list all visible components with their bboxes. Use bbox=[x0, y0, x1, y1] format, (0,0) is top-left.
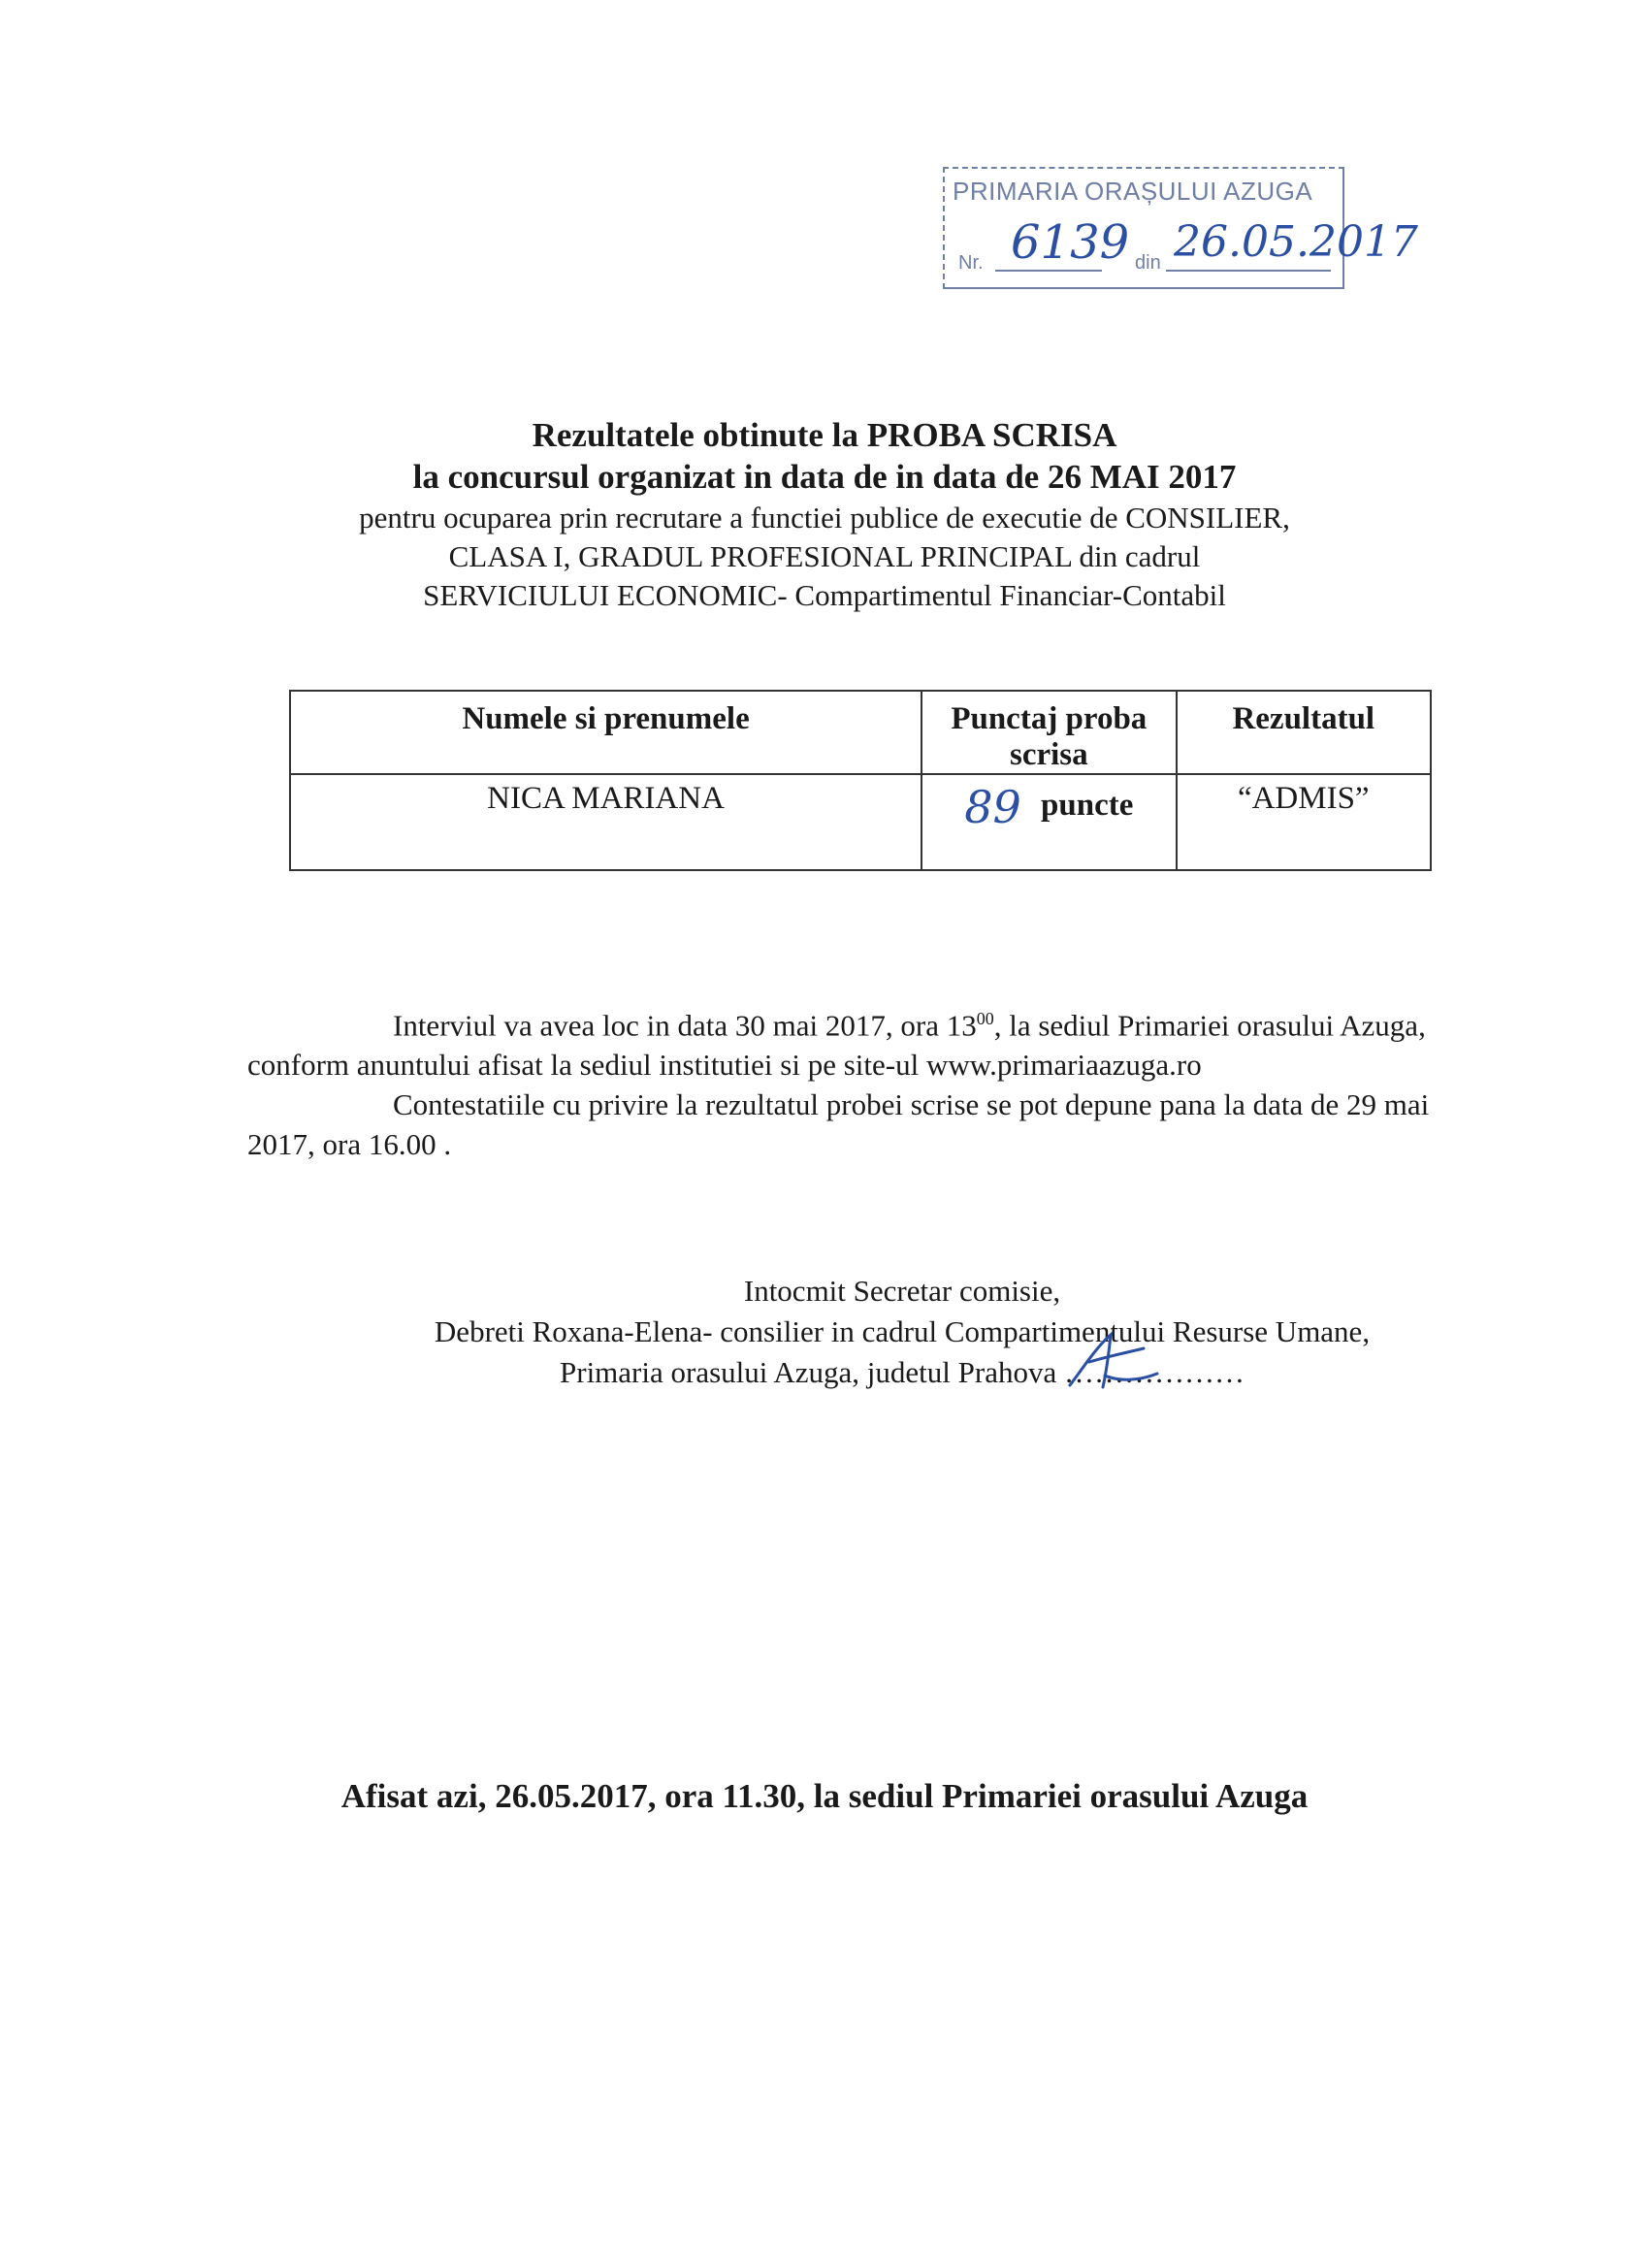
results-table bbox=[289, 690, 1432, 871]
registry-stamp bbox=[943, 167, 1418, 289]
heading-line-5: SERVICIULUI ECONOMIC- Compartimentul Financiar-Contabil bbox=[423, 578, 1226, 612]
header-result: Rezultatul bbox=[1177, 691, 1431, 774]
interview-paragraph bbox=[247, 999, 1440, 1164]
heading-line-3: pentru ocuparea prin recrutare a functiei publice de executie de CONSILIER, bbox=[359, 501, 1290, 535]
stamp-date-value: 26.05.2017 bbox=[1174, 217, 1418, 267]
table-row bbox=[290, 774, 1431, 870]
header-name: Numele si prenumele bbox=[290, 691, 922, 774]
signature-dots: ……………… bbox=[1064, 1352, 1245, 1393]
cell-candidate-name: NICA MARIANA bbox=[290, 774, 922, 870]
stamp-date-line bbox=[1166, 270, 1331, 272]
points-label: puncte bbox=[1041, 788, 1134, 823]
appeals-paragraph: Contestatiile cu privire la rezultatul probei scrise se pot depune pana la data de 29 mai 2017, ora 16.00 . bbox=[247, 1087, 1430, 1162]
interview-text-after: , la sediul Primariei orasului Azuga, conform anuntului afisat la sediul institutiei si pe site-ul www.primariaazuga.ro bbox=[247, 1008, 1426, 1083]
stamp-nr-line bbox=[995, 270, 1102, 272]
cell-result: “ADMIS” bbox=[1177, 774, 1431, 870]
handwritten-signature bbox=[1060, 1327, 1167, 1395]
heading-line-1: Rezultatele obtinute la PROBA SCRISA bbox=[532, 416, 1117, 454]
heading-line-4: CLASA I, GRADUL PROFESIONAL PRINCIPAL din cadrul bbox=[448, 539, 1201, 573]
cell-points bbox=[922, 774, 1176, 870]
heading-line-2: la concursul organizat in data de in data de 26 MAI 2017 bbox=[412, 458, 1237, 496]
stamp-title: PRIMARIA ORAȘULUI AZUGA bbox=[953, 177, 1313, 206]
document-heading bbox=[252, 415, 1397, 615]
signature-line-1: Intocmit Secretar comisie, bbox=[743, 1274, 1061, 1308]
points-value: 89 bbox=[964, 781, 1021, 833]
stamp-date-label: din bbox=[1135, 252, 1161, 274]
signature-line-3: Primaria orasului Azuga, judetul Prahova bbox=[560, 1355, 1057, 1389]
stamp-nr-label: Nr. bbox=[958, 252, 984, 274]
stamp-nr-value: 6139 bbox=[1011, 215, 1130, 270]
posting-footer: Afisat azi, 26.05.2017, ora 11.30, la sediul Primariei orasului Azuga bbox=[340, 1777, 1309, 1815]
results-header-row bbox=[290, 691, 1431, 774]
interview-text-before: Interviul va avea loc in data 30 mai 2017, ora 13 bbox=[393, 1008, 977, 1043]
header-points: Punctaj proba scrisa bbox=[922, 691, 1176, 774]
signature-line-2: Debreti Roxana-Elena- consilier in cadrul Compartimentului Resurse Umane, bbox=[434, 1314, 1371, 1348]
signature-block bbox=[383, 1271, 1421, 1393]
interview-time-sup: 00 bbox=[976, 1009, 994, 1028]
